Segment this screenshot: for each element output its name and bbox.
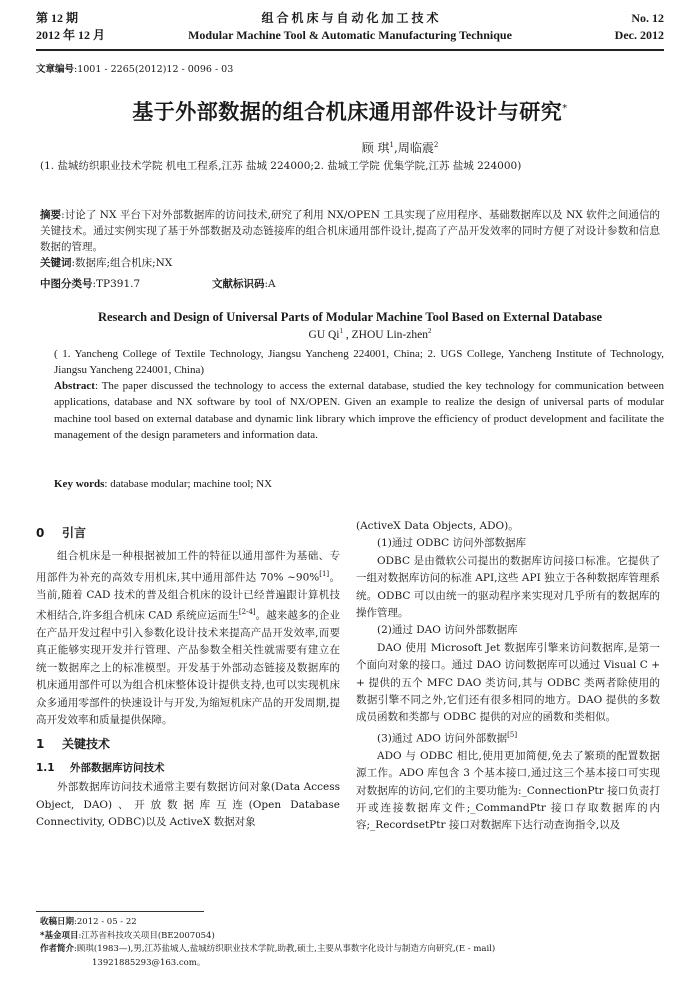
paper-title: 基于外部数据的组合机床通用部件设计与研究* xyxy=(132,100,568,124)
author-2: 周临震 xyxy=(397,141,434,155)
abstract-cn-text: :讨论了 NX 平台下对外部数据库的访问技术,研究了利用 NX/OPEN 工具实现了应用程序、基础数据库以及 NX 软件之间通信的关键技术。通过实例实现了基于外部数据及动态链接库的组合机床通用部件设计,提高了产品开发效率的同时方便了对设计参数和信息数据的管理。 xyxy=(40,209,661,253)
author-bio: 作者简介:顾琪(1983—),男,江苏盐城人,盐城纺织职业技术学院,助教,硕士,主要从事数字化设计与制造方向研究,(E - mail) xyxy=(40,944,496,954)
issue-cn: 第 12 期 xyxy=(36,11,79,25)
keywords-cn: 关键词:数据库;组合机床;NX xyxy=(40,257,173,269)
header-center xyxy=(36,10,664,44)
classification: 中图分类号:TP391.7 文献标识码:A xyxy=(40,278,276,290)
english-authors: GU Qi$^1$ , ZHOU Lin-zhen$^2$ xyxy=(308,327,432,341)
fund-info: *基金项目:江苏省科技攻关项目(BE2007054) xyxy=(40,930,215,941)
citation: [1] xyxy=(319,569,330,578)
received-date: 收稿日期:2012 - 05 - 22 xyxy=(40,917,137,927)
body-right-column xyxy=(356,518,660,835)
author-1: 顾 琪 xyxy=(361,141,390,155)
fund-mark: * xyxy=(562,103,568,114)
footnote-rule xyxy=(36,911,204,912)
ado-continuation: (ActiveX Data Objects, ADO)。 xyxy=(356,520,519,532)
section-heading-intro: 0 引言 xyxy=(36,526,87,540)
abstract-cn xyxy=(40,207,660,271)
db-access-paragraph: 外部数据库访问技术通常主要有数据访问对象(Data Access Object, DAO)、开放数据库互连(Open Database Connectivity, ODBC)以及 ActiveX 数据对象 xyxy=(36,781,340,829)
author-line: 顾 琪$^1$,周临震$^2$ xyxy=(361,141,439,155)
english-abstract-label: Abstract xyxy=(54,380,95,392)
subsection-heading-db-access: 1.1 外部数据库访问技术 xyxy=(36,761,165,774)
english-keywords: Key words: database modular; machine tool; NX xyxy=(54,478,273,490)
abstract-cn-label: 摘要 xyxy=(40,209,62,221)
odbc-paragraph: ODBC 是由微软公司提出的数据库访问接口标准。它提供了一组对数据库访问的标准 API,这些 API 独立于各种数据库管理系统。ODBC 可以由统一的驱动程序来实现对几乎所有的数据库的操作管理。 xyxy=(356,554,660,620)
journal-name-en: Modular Machine Tool & Automatic Manufacturing Technique xyxy=(188,28,512,42)
header-rule xyxy=(36,49,664,51)
author-email: 13921885293@163.com。 xyxy=(92,957,206,968)
header-right xyxy=(615,10,664,44)
citation: [5] xyxy=(507,730,518,739)
issue-en: No. 12 xyxy=(631,11,664,25)
body-left-column xyxy=(36,518,340,832)
dao-heading: (2)通过 DAO 访问外部数据库 xyxy=(377,624,518,637)
date-cn: 2012 年 12 月 xyxy=(36,28,106,42)
running-header xyxy=(36,10,664,52)
footnotes xyxy=(40,916,664,970)
odbc-heading: (1)通过 ODBC 访问外部数据库 xyxy=(377,537,527,550)
english-affiliation: ( 1. Yancheng College of Textile Technology, Jiangsu Yancheng 224001, China; 2. UGS College, Yancheng Institute of Technology, Jiangsu Yancheng 224001, China) xyxy=(54,348,664,377)
date-en: Dec. 2012 xyxy=(614,28,664,42)
dao-paragraph: DAO 使用 Microsoft Jet 数据库引擎来访问数据库,是第一个面向对象的接口。通过 DAO 访问数据库可以通过 Visual C + + 提供的五个 MFC DAO 类访问,其与 ODBC 类两者除使用的数据引擎不同之外,它们还有很多相同的地方。DAO 提供的多数成员函数和类都与 ODBC 提供的对应的函数和类相似。 xyxy=(356,641,660,724)
document-code: 文献标识码:A xyxy=(212,278,276,290)
journal-name-cn: 组 合 机 床 与 自 动 化 加 工 技 术 xyxy=(261,11,439,25)
english-abstract xyxy=(54,378,664,443)
ado-heading: (3)通过 ADO 访问外部数据[5] xyxy=(377,730,518,745)
section-heading-key-tech: 1 关键技术 xyxy=(36,737,111,752)
ado-paragraph: ADO 与 ODBC 相比,使用更加简便,免去了繁琐的配置数据源工作。ADO 库包含 3 个基本接口,通过这三个基本接口可实现对数据库的访问,它们的主要功能为:_ConnectionPtr 接口负责打开或连接数据库文件;_CommandPtr 接口存取数据库的内容;_RecordsetPtr 接口对数据库下达行动查询指令,以及 xyxy=(356,749,660,832)
intro-paragraph: 组合机床是一种根据被加工件的特征以通用部件为基础、专用部件为补充的高效专用机床,其中通用部件达 70% ~90%[1]。当前,随着 CAD 技术的普及组合机床的设计已经普遍跟计算机技术相结合,许多组合机床 CAD 系统应运而生[2-4]。越来越多的企业在产品开发过程中引入参数化设计技术来提高产品开发效率,而要真正能够实现开发并行管理、产品参数全相关性就需要有建立在统一数据库之上的标准模型。开发基于外部动态链接及数据库的机床通用部件可以为组合机床整体设计提供支持,也可以实现机床众多通用零部件的快速设计与开发,为缩短机床产品的开发周期,提高开发效率和质量提供保障。 xyxy=(36,550,340,727)
citation: [2-4] xyxy=(238,608,256,617)
affiliation-cn: (1. 盐城纺织职业技术学院 机电工程系,江苏 盐城 224000;2. 盐城工学院 优集学院,江苏 盐城 224000) xyxy=(40,160,522,172)
article-number: 文章编号:1001 - 2265(2012)12 - 0096 - 03 xyxy=(36,64,234,75)
english-abstract-text: : The paper discussed the technology to access the external database, studied the key technology for communication between applications, database and NX software by tool of NX/OPEN. Given an example to realize the design of universal parts of modular machine tool based on external database and dynamic link library which improve the efficiency of product development and facilitate the management of the design parameters and information data. xyxy=(54,380,664,441)
english-title: Research and Design of Universal Parts of Modular Machine Tool Based on External Database xyxy=(97,310,603,324)
